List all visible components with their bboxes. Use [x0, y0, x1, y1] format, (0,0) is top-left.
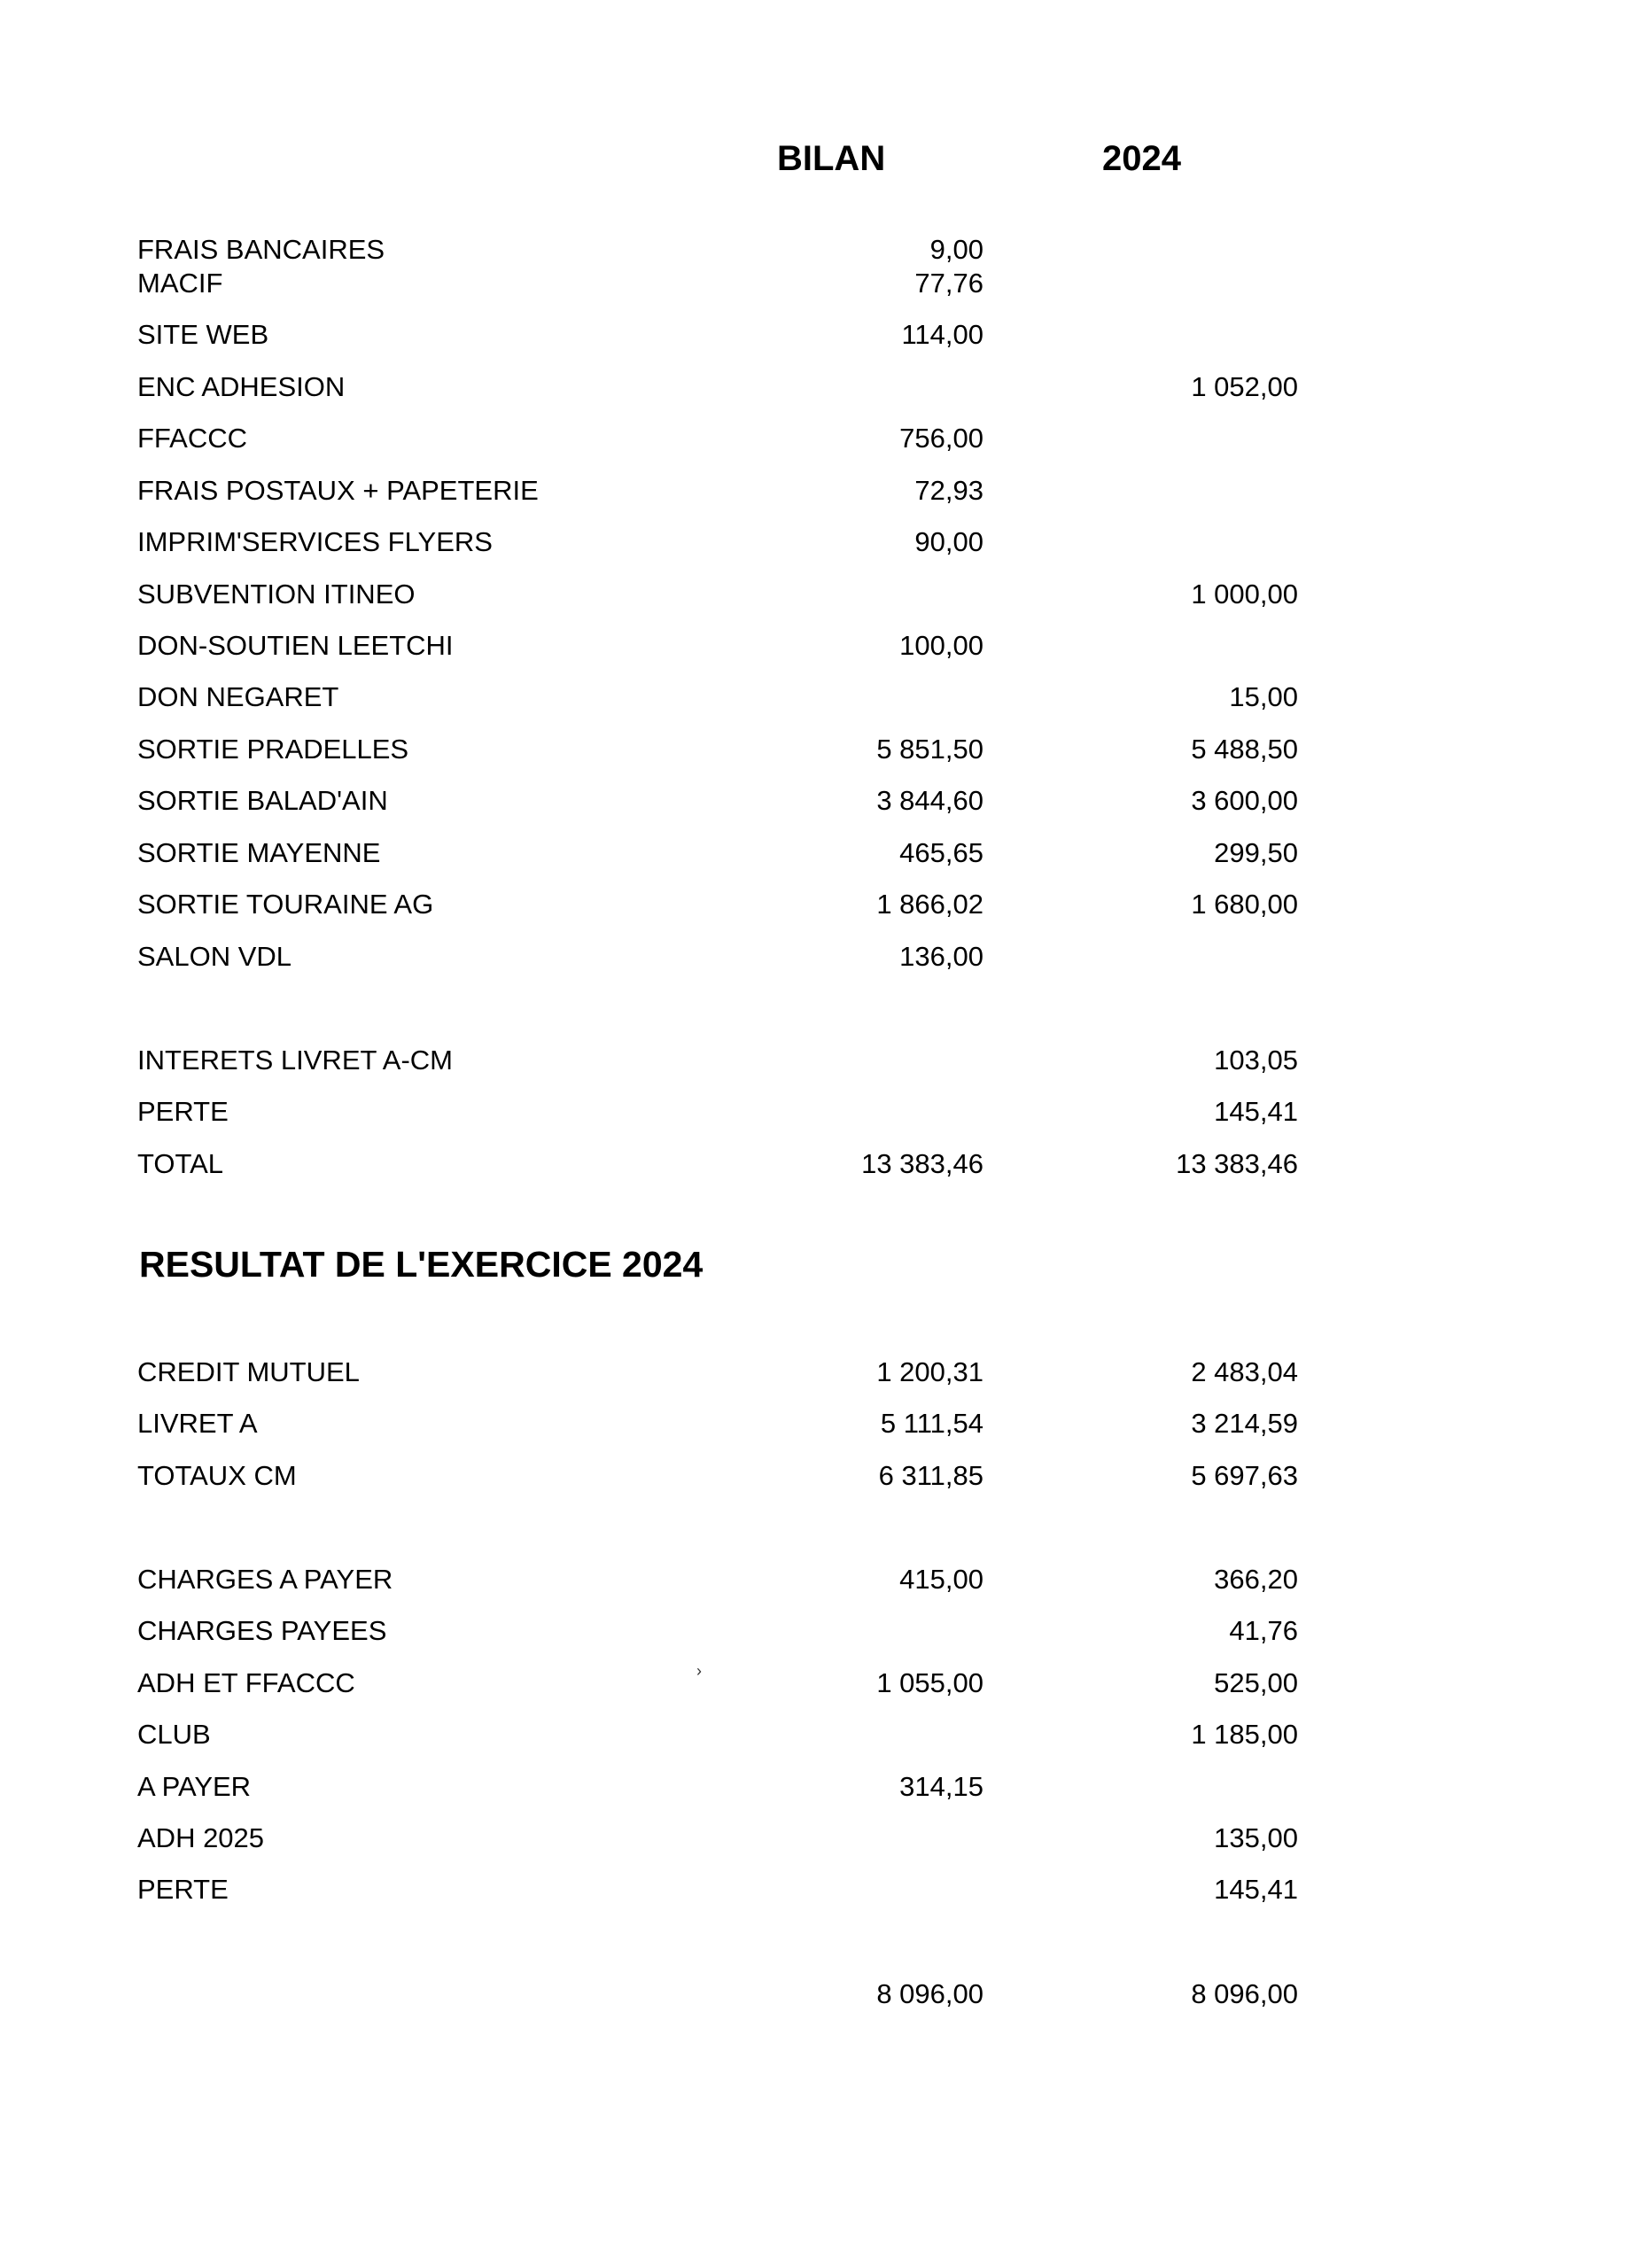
row-amount-col2: 103,05 — [1214, 1045, 1298, 1076]
row-amount-col2: 145,41 — [1214, 1874, 1298, 1905]
row-label: ADH ET FFACCC — [137, 1667, 355, 1698]
row-label: CHARGES A PAYER — [137, 1564, 393, 1595]
row-label: A PAYER — [137, 1771, 252, 1802]
row-label: PERTE — [137, 1874, 229, 1905]
row-amount-col2: 13 383,46 — [1176, 1148, 1298, 1179]
row-amount-col1: 465,65 — [899, 837, 983, 868]
row-label: SORTIE BALAD'AIN — [137, 785, 388, 816]
resultat-row — [137, 1666, 1307, 1701]
resultat-row — [137, 1977, 1307, 2012]
row-amount-col1: 77,76 — [914, 268, 983, 299]
row-label: TOTAUX CM — [137, 1460, 297, 1491]
row-amount-col1: 100,00 — [899, 630, 983, 661]
row-amount-col2: 5 697,63 — [1191, 1460, 1298, 1491]
row-amount-col2: 1 000,00 — [1191, 579, 1298, 610]
row-amount-col1: 72,93 — [914, 475, 983, 506]
row-label: SORTIE PRADELLES — [137, 734, 409, 765]
row-amount-col2: 1 680,00 — [1191, 889, 1298, 920]
bilan-row — [137, 783, 1307, 819]
row-label: IMPRIM'SERVICES FLYERS — [137, 526, 493, 557]
row-amount-col1: 13 383,46 — [861, 1148, 983, 1179]
bilan-row — [137, 577, 1307, 612]
row-label: PERTE — [137, 1096, 229, 1127]
row-label: TOTAL — [137, 1148, 224, 1179]
row-amount-col1: 9,00 — [929, 234, 983, 265]
row-amount-col1: 8 096,00 — [876, 1978, 983, 2009]
row-label: CHARGES PAYEES — [137, 1615, 387, 1646]
row-label: SUBVENTION ITINEO — [137, 579, 416, 610]
row-amount-col2: 5 488,50 — [1191, 734, 1298, 765]
row-label: FFACCC — [137, 423, 247, 454]
row-label: CREDIT MUTUEL — [137, 1356, 360, 1387]
row-amount-col2: 3 600,00 — [1191, 785, 1298, 816]
row-label: DON-SOUTIEN LEETCHI — [137, 630, 454, 661]
row-amount-col2: 366,20 — [1214, 1564, 1298, 1595]
resultat-row — [137, 1821, 1307, 1856]
resultat-row — [137, 1872, 1307, 1907]
row-amount-col1: 1 055,00 — [876, 1667, 983, 1698]
resultat-row — [137, 1406, 1307, 1441]
row-amount-col2: 525,00 — [1214, 1667, 1298, 1698]
row-label: ADH 2025 — [137, 1822, 265, 1853]
row-amount-col2: 8 096,00 — [1191, 1978, 1298, 2009]
resultat-row — [137, 1355, 1307, 1390]
bilan-row — [137, 317, 1307, 353]
resultat-row — [137, 1562, 1307, 1597]
bilan-row — [137, 473, 1307, 509]
row-amount-col2: 3 214,59 — [1191, 1408, 1298, 1439]
row-label: DON NEGARET — [137, 681, 339, 712]
row-amount-col2: 41,76 — [1229, 1615, 1298, 1646]
row-amount-col2: 299,50 — [1214, 837, 1298, 868]
row-label: FRAIS BANCAIRES — [137, 234, 385, 265]
row-amount-col2: 145,41 — [1214, 1096, 1298, 1127]
bilan-year: 2024 — [1102, 139, 1181, 178]
row-label: SALON VDL — [137, 941, 292, 972]
bilan-row — [137, 680, 1307, 715]
resultat-row — [137, 1769, 1307, 1805]
row-label: SORTIE MAYENNE — [137, 837, 381, 868]
bilan-row — [137, 628, 1307, 664]
bilan-row — [137, 232, 1307, 268]
row-label: MACIF — [137, 268, 223, 299]
row-label: LIVRET A — [137, 1408, 258, 1439]
row-label: INTERETS LIVRET A-CM — [137, 1045, 453, 1076]
scan-speck: › — [696, 1662, 702, 1680]
row-amount-col2: 2 483,04 — [1191, 1356, 1298, 1387]
bilan-row — [137, 1146, 1307, 1182]
row-amount-col1: 314,15 — [899, 1771, 983, 1802]
row-amount-col1: 90,00 — [914, 526, 983, 557]
row-amount-col1: 6 311,85 — [878, 1460, 983, 1491]
row-amount-col2: 1 185,00 — [1191, 1719, 1298, 1750]
bilan-row — [137, 939, 1307, 975]
resultat-title: RESULTAT DE L'EXERCICE 2024 — [139, 1244, 704, 1285]
resultat-row — [137, 1458, 1307, 1494]
row-amount-col1: 3 844,60 — [876, 785, 983, 816]
bilan-row — [137, 1043, 1307, 1078]
bilan-row — [137, 369, 1307, 405]
row-amount-col1: 1 866,02 — [876, 889, 983, 920]
row-label: FRAIS POSTAUX + PAPETERIE — [137, 475, 539, 506]
bilan-row — [137, 266, 1307, 301]
row-amount-col1: 114,00 — [901, 319, 983, 350]
bilan-row — [137, 835, 1307, 871]
bilan-title: BILAN — [777, 139, 886, 178]
row-amount-col1: 5 851,50 — [876, 734, 983, 765]
row-label: SITE WEB — [137, 319, 269, 350]
row-label: CLUB — [137, 1719, 211, 1750]
row-amount-col2: 15,00 — [1229, 681, 1298, 712]
row-amount-col1: 136,00 — [899, 941, 983, 972]
row-label: ENC ADHESION — [137, 371, 346, 402]
row-label: SORTIE TOURAINE AG — [137, 889, 434, 920]
bilan-row — [137, 524, 1307, 560]
resultat-row — [137, 1613, 1307, 1649]
bilan-row — [137, 1094, 1307, 1130]
row-amount-col2: 135,00 — [1214, 1822, 1298, 1853]
bilan-row — [137, 732, 1307, 767]
bilan-row — [137, 887, 1307, 922]
row-amount-col1: 756,00 — [899, 423, 983, 454]
resultat-row — [137, 1717, 1307, 1752]
row-amount-col1: 1 200,31 — [876, 1356, 983, 1387]
row-amount-col1: 415,00 — [899, 1564, 983, 1595]
row-amount-col2: 1 052,00 — [1191, 371, 1298, 402]
row-amount-col1: 5 111,54 — [880, 1408, 983, 1439]
bilan-row — [137, 421, 1307, 456]
